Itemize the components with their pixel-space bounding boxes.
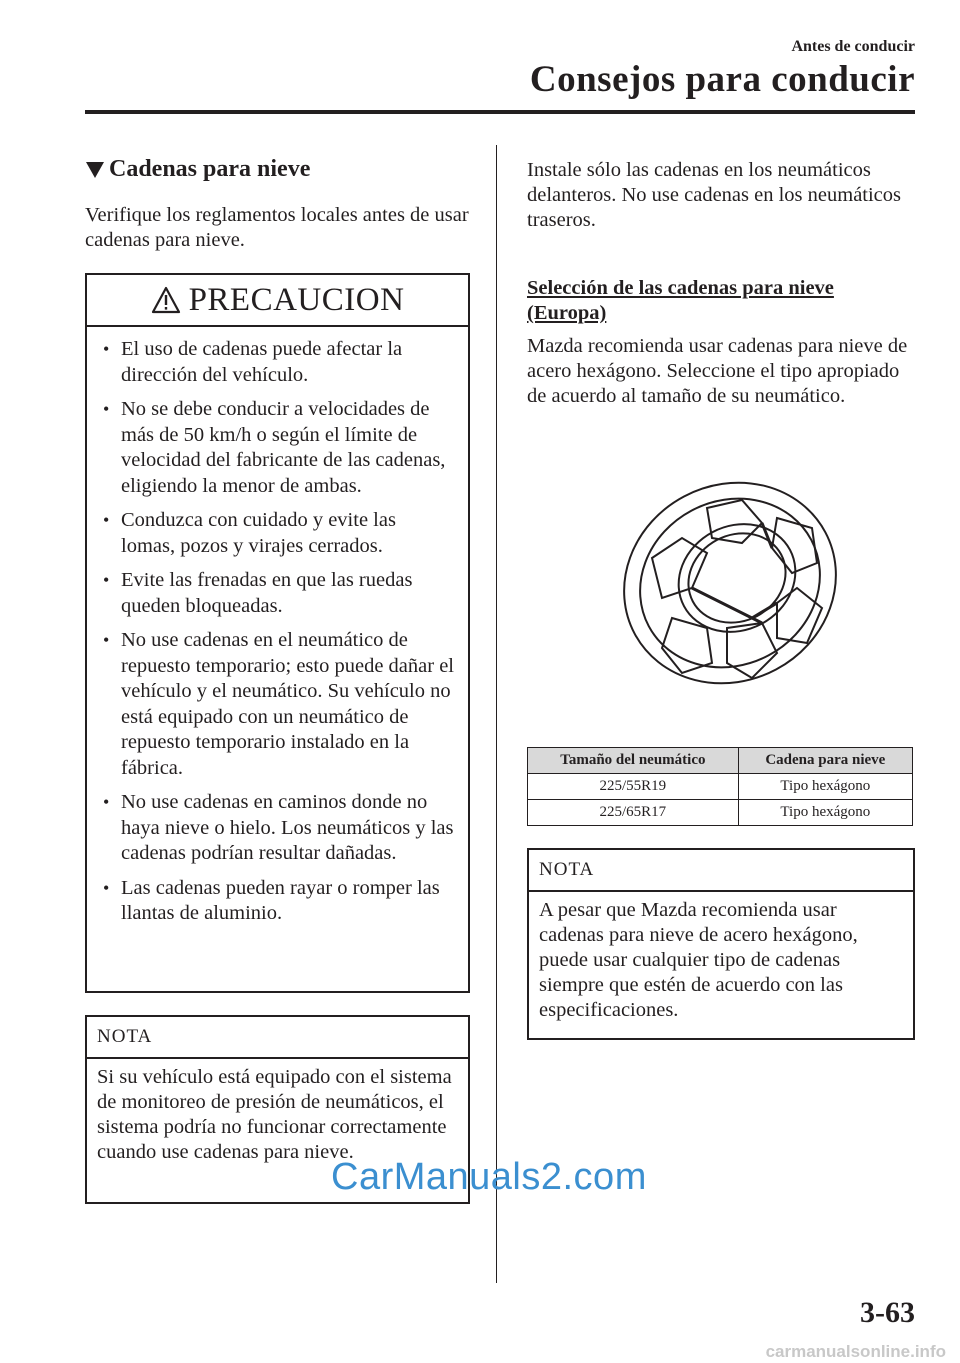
caution-item: • Evite las frenadas en que las ruedas queden bloqueadas. [101, 568, 454, 619]
note-header: NOTA [87, 1017, 468, 1059]
warning-icon [151, 286, 181, 314]
table-row [528, 800, 913, 826]
chain-size-table [527, 747, 913, 826]
note-body: Si su vehículo está equipado con el sistema de monitoreo de presión de neumáticos, el sistema podría no funcionar correctamente cuando use cadenas para nieve. [97, 1066, 452, 1163]
caution-title: PRECAUCION [188, 281, 405, 318]
chain-type-cell: Tipo hexágono [738, 800, 912, 826]
col-tire-size: Tamaño del neumático [528, 748, 739, 774]
tire-size-cell: 225/55R19 [528, 774, 739, 800]
caution-header [87, 275, 468, 327]
caution-item: • Las cadenas pueden rayar o romper las llantas de aluminio. [101, 876, 454, 927]
watermark-logo: CarManuals2.com [331, 1156, 647, 1198]
recommend-paragraph: Mazda recomienda usar cadenas para nieve de acero hexágono. Seleccione el tipo apropiado de acuerdo al tamaño de su neumático. [527, 335, 908, 407]
note-box-chain-type [527, 848, 915, 1040]
site-watermark: carmanualsonline.info [765, 1342, 946, 1361]
caution-item: • No use cadenas en caminos donde no haya nieve o hielo. Los neumáticos y las cadenas podrían resultar dañadas. [101, 790, 454, 867]
note-body: A pesar que Mazda recomienda usar cadenas para nieve de acero hexágono, puede usar cualquier tipo de cadenas siempre que estén de acuerdo con las especificaciones. [539, 899, 858, 1021]
snow-chain-illustration [612, 478, 842, 693]
col-snow-chain: Cadena para nieve [738, 748, 912, 774]
snow-chains-title: Cadenas para nieve [109, 156, 311, 182]
note-header: NOTA [529, 850, 913, 892]
chain-selection-subheading: Selección de las cadenas para nieve (Europa) [527, 277, 834, 324]
page-number: 3-63 [860, 1296, 915, 1329]
tire-size-cell: 225/65R17 [528, 800, 739, 826]
caution-item: • No se debe conducir a velocidades de más de 50 km/h o según el límite de velocidad del fabricante de las cadenas, eligiendo la menor de ambas. [101, 397, 454, 499]
caution-list [87, 327, 468, 927]
intro-paragraph: Verifique los reglamentos locales antes de usar cadenas para nieve. [85, 204, 469, 251]
header-rule [85, 110, 915, 114]
caution-item: • Conduzca con cuidado y evite las lomas, pozos y virajes cerrados. [101, 508, 454, 559]
table-row [528, 774, 913, 800]
caution-item: • El uso de cadenas puede afectar la dirección del vehículo. [101, 337, 454, 388]
triangle-down-icon [86, 162, 104, 178]
table-header-row [528, 748, 913, 774]
column-divider [496, 145, 497, 1283]
section-title: Consejos para conducir [529, 59, 915, 100]
caution-item: • No use cadenas en el neumático de repuesto temporario; esto puede dañar el vehículo y el neumático. Su vehículo no está equipado con un neumático de repuesto temporario instalado en la fábrica. [101, 628, 454, 781]
install-paragraph: Instale sólo las cadenas en los neumáticos delanteros. No use cadenas en los neumáticos traseros. [527, 159, 902, 231]
chapter-label: Antes de conducir [791, 38, 915, 55]
snow-chains-heading [86, 156, 310, 183]
caution-box [85, 273, 470, 993]
chain-type-cell: Tipo hexágono [738, 774, 912, 800]
